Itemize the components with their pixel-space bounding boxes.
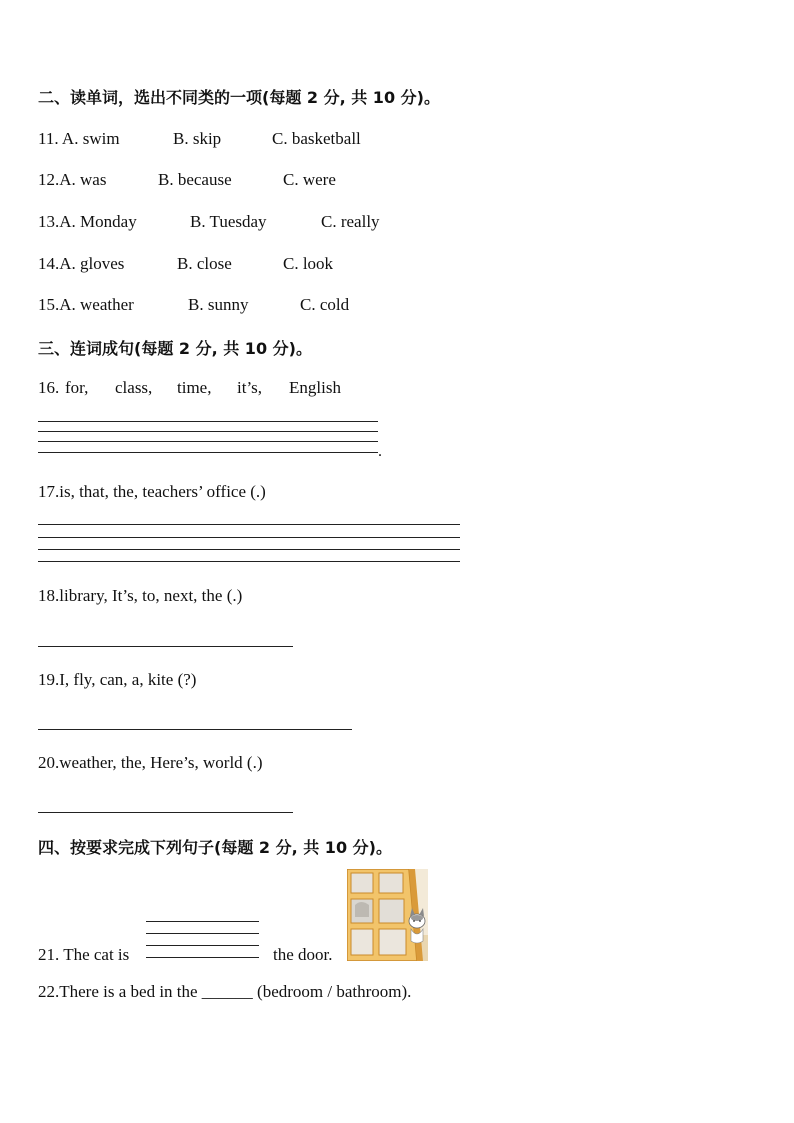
q13-option-a: 13.A. Monday xyxy=(38,212,137,231)
section-4-heading xyxy=(38,835,392,858)
section-3-heading-text: 三、连词成句(每题 2 分, 共 10 分)。 xyxy=(38,339,312,358)
section-2-heading xyxy=(38,85,440,108)
q20-answer-line[interactable] xyxy=(38,812,293,813)
cat-behind-door-picture xyxy=(347,869,428,961)
q11-option-b: B. skip xyxy=(173,129,222,148)
q14-option-a: 14.A. gloves xyxy=(38,254,125,273)
q14-option-c: C. look xyxy=(283,254,334,273)
q16-word-5: English xyxy=(289,378,341,397)
q17-answer-line-1[interactable] xyxy=(38,524,460,525)
section-4-heading-text: 四、按要求完成下列句子(每题 2 分, 共 10 分)。 xyxy=(38,838,392,857)
q21-answer-line-3[interactable] xyxy=(146,945,259,946)
q17-prompt: 17.is, that, the, teachers’ office (.) xyxy=(38,482,266,501)
q21-prefix: 21. The cat is xyxy=(38,945,130,964)
q15-option-b: B. sunny xyxy=(188,295,249,314)
q16-word-4: it’s, xyxy=(237,378,263,397)
q11-option-a: 11. A. swim xyxy=(38,129,120,148)
q18-prompt: 18.library, It’s, to, next, the (.) xyxy=(38,586,243,605)
q12-option-c: C. were xyxy=(283,170,336,189)
q16-answer-line-4[interactable] xyxy=(38,452,378,453)
q21-suffix: the door. xyxy=(273,945,333,964)
q14-option-b: B. close xyxy=(177,254,232,273)
q20-prompt: 20.weather, the, Here’s, world (.) xyxy=(38,753,263,772)
q21-answer-line-2[interactable] xyxy=(146,933,259,934)
q13-option-c: C. really xyxy=(321,212,380,231)
q16-period: . xyxy=(378,443,382,460)
q12-option-a: 12.A. was xyxy=(38,170,107,189)
q21-answer-line-1[interactable] xyxy=(146,921,259,922)
q22-prompt: 22.There is a bed in the ______ (bedroom / bathroom). xyxy=(38,982,412,1001)
q18-answer-line[interactable] xyxy=(38,646,293,647)
q16-label: 16. xyxy=(38,378,60,397)
q21-answer-line-4[interactable] xyxy=(146,957,259,958)
q17-answer-line-2[interactable] xyxy=(38,537,460,538)
q16-word-2: class, xyxy=(115,378,153,397)
q16-answer-line-1[interactable] xyxy=(38,421,378,422)
q12-option-b: B. because xyxy=(158,170,232,189)
q15-option-a: 15.A. weather xyxy=(38,295,134,314)
q19-answer-line[interactable] xyxy=(38,729,352,730)
q15-option-c: C. cold xyxy=(300,295,350,314)
q11-option-c: C. basketball xyxy=(272,129,361,148)
q17-answer-line-4[interactable] xyxy=(38,561,460,562)
q17-answer-line-3[interactable] xyxy=(38,549,460,550)
q19-prompt: 19.I, fly, can, a, kite (?) xyxy=(38,670,197,689)
q16-word-1: for, xyxy=(65,378,89,397)
section-2-heading-text: 二、读单词，选出不同类的一项(每题 2 分, 共 10 分)。 xyxy=(38,88,440,107)
q16-answer-line-2[interactable] xyxy=(38,431,378,432)
section-3-heading xyxy=(38,336,312,359)
q16-answer-line-3[interactable] xyxy=(38,441,378,442)
q13-option-b: B. Tuesday xyxy=(190,212,267,231)
q16-word-3: time, xyxy=(177,378,212,397)
